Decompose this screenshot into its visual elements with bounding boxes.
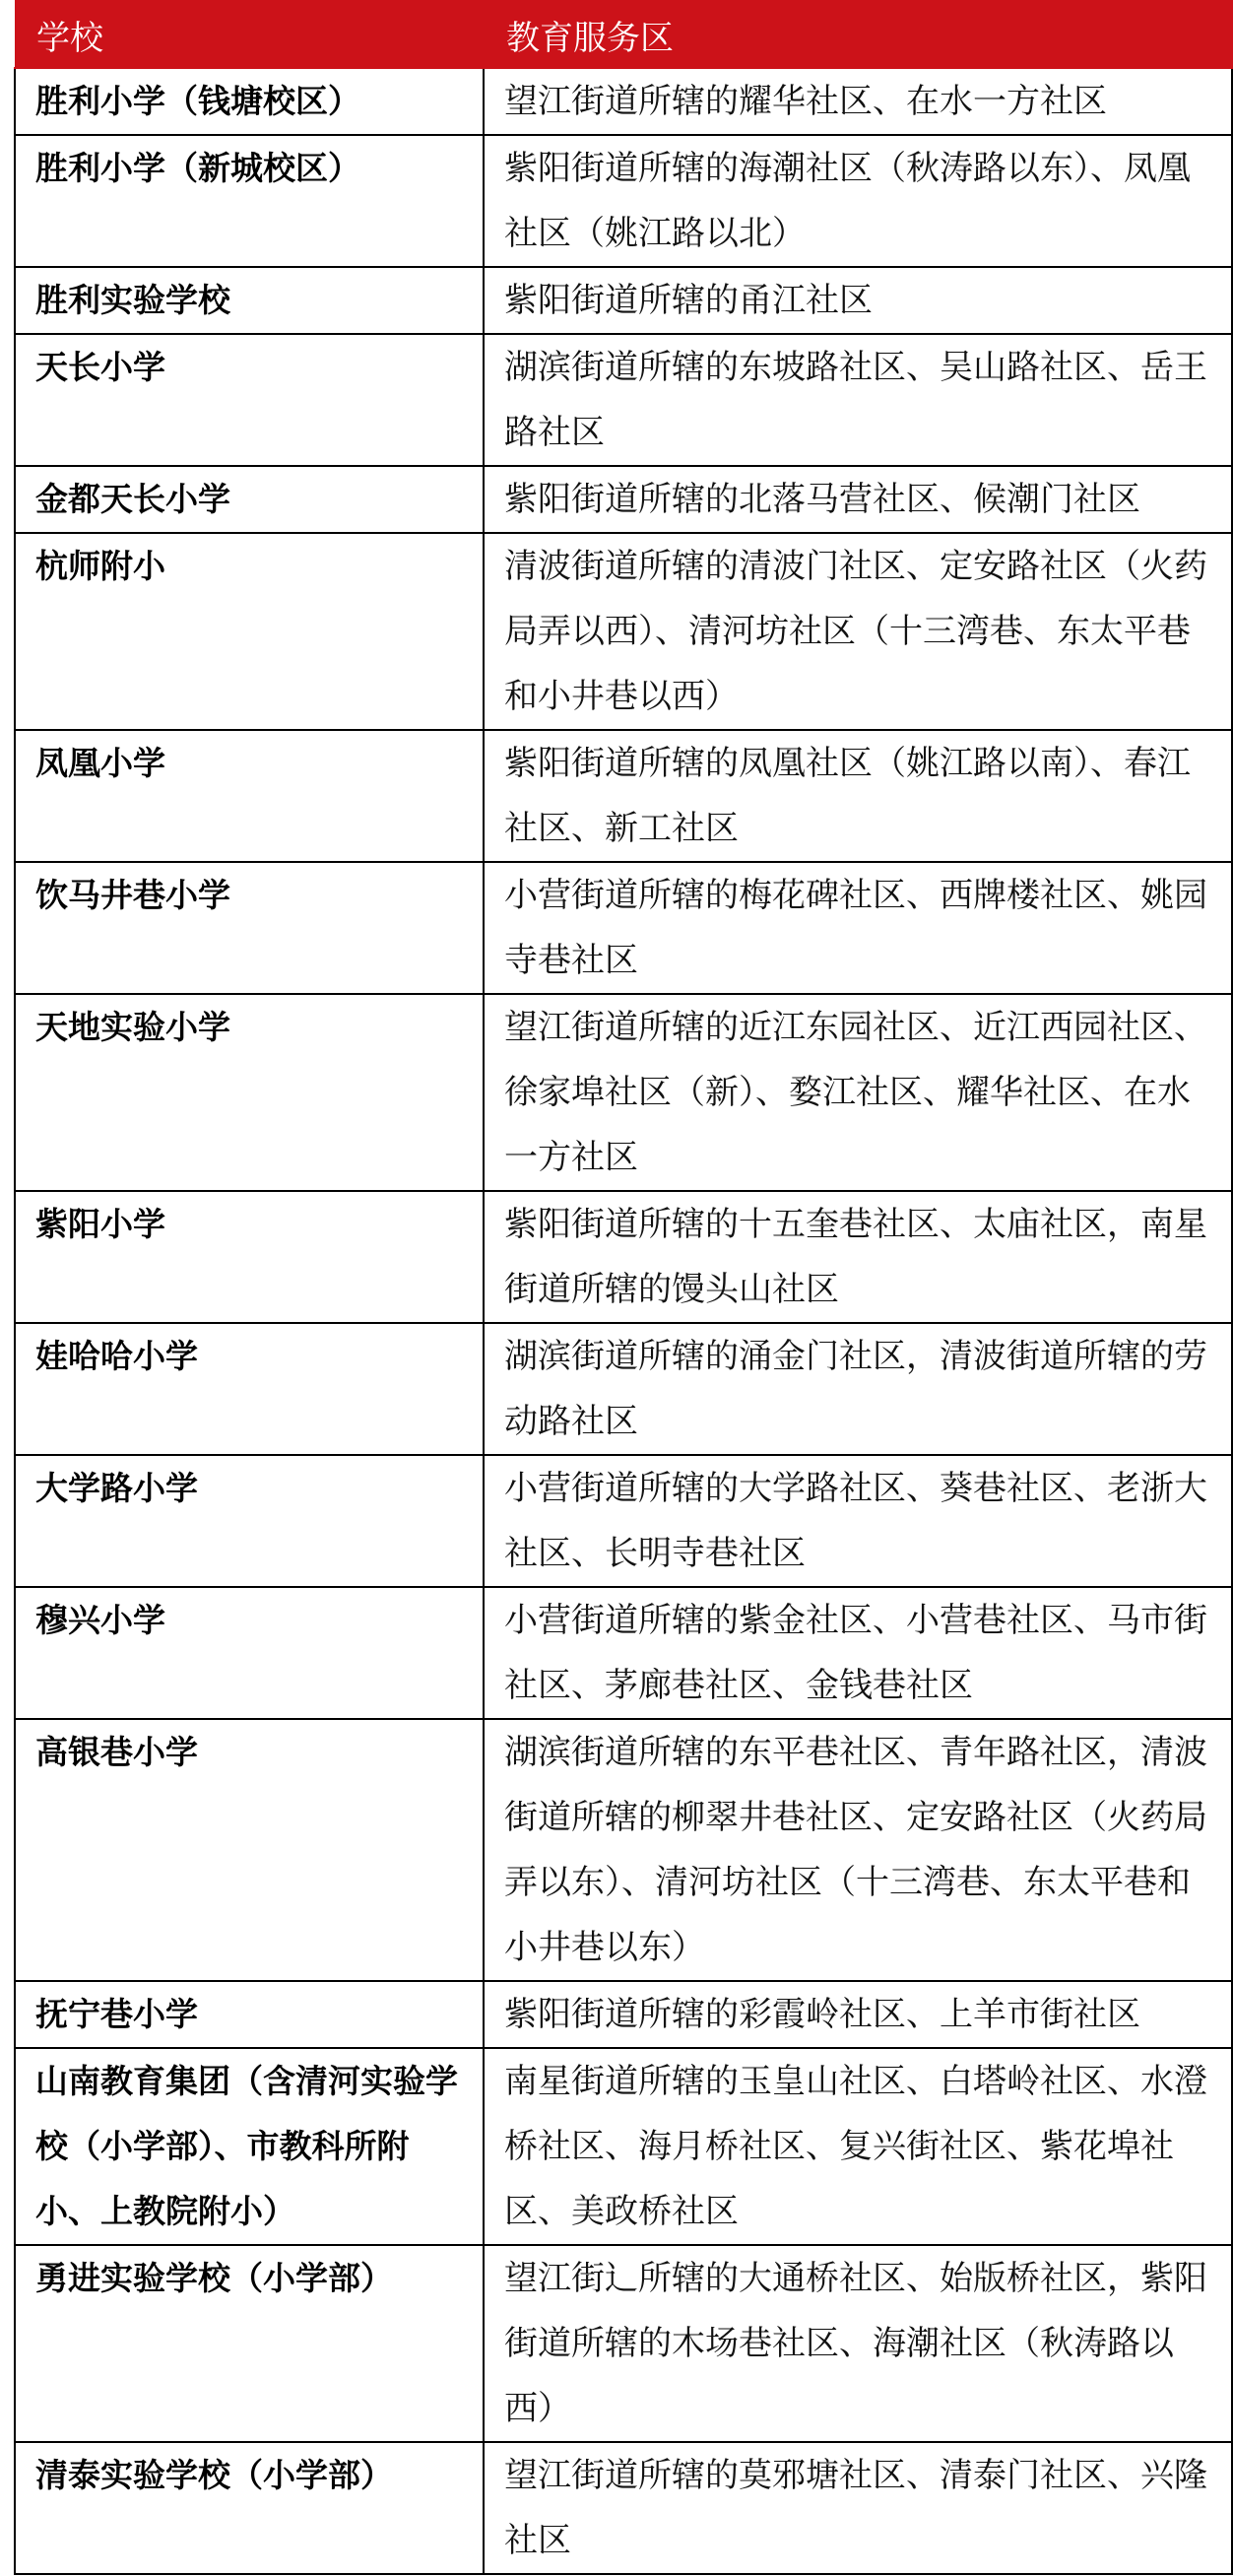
service-area: 望江街道所辖的近江东园社区、近江西园社区、徐家埠社区（新）、婺江社区、耀华社区、在水一方社区 xyxy=(484,994,1232,1191)
school-name: 穆兴小学 xyxy=(15,1587,484,1719)
table-row xyxy=(15,1719,1232,1981)
service-area: 望江街道所辖的莫邪塘社区、清泰门社区、兴隆社区 xyxy=(484,2442,1232,2574)
header-service-area: 教育服务区 xyxy=(484,1,1232,68)
service-area: 望江街道所辖的耀华社区、在水一方社区 xyxy=(484,68,1232,135)
service-area: 清波街道所辖的清波门社区、定安路社区（火药局弄以西）、清河坊社区（十三湾巷、东太平巷和小井巷以西） xyxy=(484,533,1232,730)
school-name: 高银巷小学 xyxy=(15,1719,484,1981)
service-area: 望江街辶所辖的大通桥社区、始版桥社区，紫阳街道所辖的木场巷社区、海潮社区（秋涛路以西） xyxy=(484,2245,1232,2442)
school-name: 胜利小学（新城校区） xyxy=(15,135,484,267)
school-name: 金都天长小学 xyxy=(15,466,484,533)
table-row xyxy=(15,1455,1232,1587)
service-area: 紫阳街道所辖的凤凰社区（姚江路以南）、春江社区、新工社区 xyxy=(484,730,1232,862)
school-name: 清泰实验学校（小学部） xyxy=(15,2442,484,2574)
table-row xyxy=(15,862,1232,994)
table-body xyxy=(15,68,1232,2574)
school-name: 饮马井巷小学 xyxy=(15,862,484,994)
table-row xyxy=(15,334,1232,466)
table-row xyxy=(15,2442,1232,2574)
service-area: 紫阳街道所辖的彩霞岭社区、上羊市街社区 xyxy=(484,1981,1232,2048)
school-name: 凤凰小学 xyxy=(15,730,484,862)
school-district-table xyxy=(14,0,1233,2575)
table-header xyxy=(15,1,1232,68)
service-area: 紫阳街道所辖的海潮社区（秋涛路以东）、凤凰社区（姚江路以北） xyxy=(484,135,1232,267)
table-row xyxy=(15,135,1232,267)
table-row xyxy=(15,1191,1232,1323)
service-area: 湖滨街道所辖的涌金门社区，清波街道所辖的劳动路社区 xyxy=(484,1323,1232,1455)
service-area: 湖滨街道所辖的东坡路社区、吴山路社区、岳王路社区 xyxy=(484,334,1232,466)
school-name: 勇进实验学校（小学部） xyxy=(15,2245,484,2442)
school-name: 紫阳小学 xyxy=(15,1191,484,1323)
table-row xyxy=(15,1323,1232,1455)
header-school: 学校 xyxy=(15,1,484,68)
table-row xyxy=(15,466,1232,533)
table-row xyxy=(15,1587,1232,1719)
table-row xyxy=(15,2245,1232,2442)
table-row xyxy=(15,994,1232,1191)
table-row xyxy=(15,533,1232,730)
service-area: 湖滨街道所辖的东平巷社区、青年路社区，清波街道所辖的柳翠井巷社区、定安路社区（火药局弄以东）、清河坊社区（十三湾巷、东太平巷和小井巷以东） xyxy=(484,1719,1232,1981)
school-name: 胜利实验学校 xyxy=(15,267,484,334)
service-area: 小营街道所辖的紫金社区、小营巷社区、马市街社区、茅廊巷社区、金钱巷社区 xyxy=(484,1587,1232,1719)
service-area: 南星街道所辖的玉皇山社区、白塔岭社区、水澄桥社区、海月桥社区、复兴街社区、紫花埠社区、美政桥社区 xyxy=(484,2048,1232,2245)
table-row xyxy=(15,68,1232,135)
table-row xyxy=(15,730,1232,862)
service-area: 紫阳街道所辖的北落马营社区、候潮门社区 xyxy=(484,466,1232,533)
service-area: 小营街道所辖的大学路社区、葵巷社区、老浙大社区、长明寺巷社区 xyxy=(484,1455,1232,1587)
school-name: 天长小学 xyxy=(15,334,484,466)
service-area: 小营街道所辖的梅花碑社区、西牌楼社区、姚园寺巷社区 xyxy=(484,862,1232,994)
table-row xyxy=(15,1981,1232,2048)
table-row xyxy=(15,267,1232,334)
school-name: 杭师附小 xyxy=(15,533,484,730)
table-row xyxy=(15,2048,1232,2245)
school-name: 胜利小学（钱塘校区） xyxy=(15,68,484,135)
service-area: 紫阳街道所辖的甬江社区 xyxy=(484,267,1232,334)
school-name: 抚宁巷小学 xyxy=(15,1981,484,2048)
school-name: 山南教育集团（含清河实验学校（小学部）、市教科所附小、上教院附小） xyxy=(15,2048,484,2245)
school-name: 天地实验小学 xyxy=(15,994,484,1191)
header-row xyxy=(15,1,1232,68)
school-name: 大学路小学 xyxy=(15,1455,484,1587)
school-name: 娃哈哈小学 xyxy=(15,1323,484,1455)
service-area: 紫阳街道所辖的十五奎巷社区、太庙社区，南星街道所辖的馒头山社区 xyxy=(484,1191,1232,1323)
